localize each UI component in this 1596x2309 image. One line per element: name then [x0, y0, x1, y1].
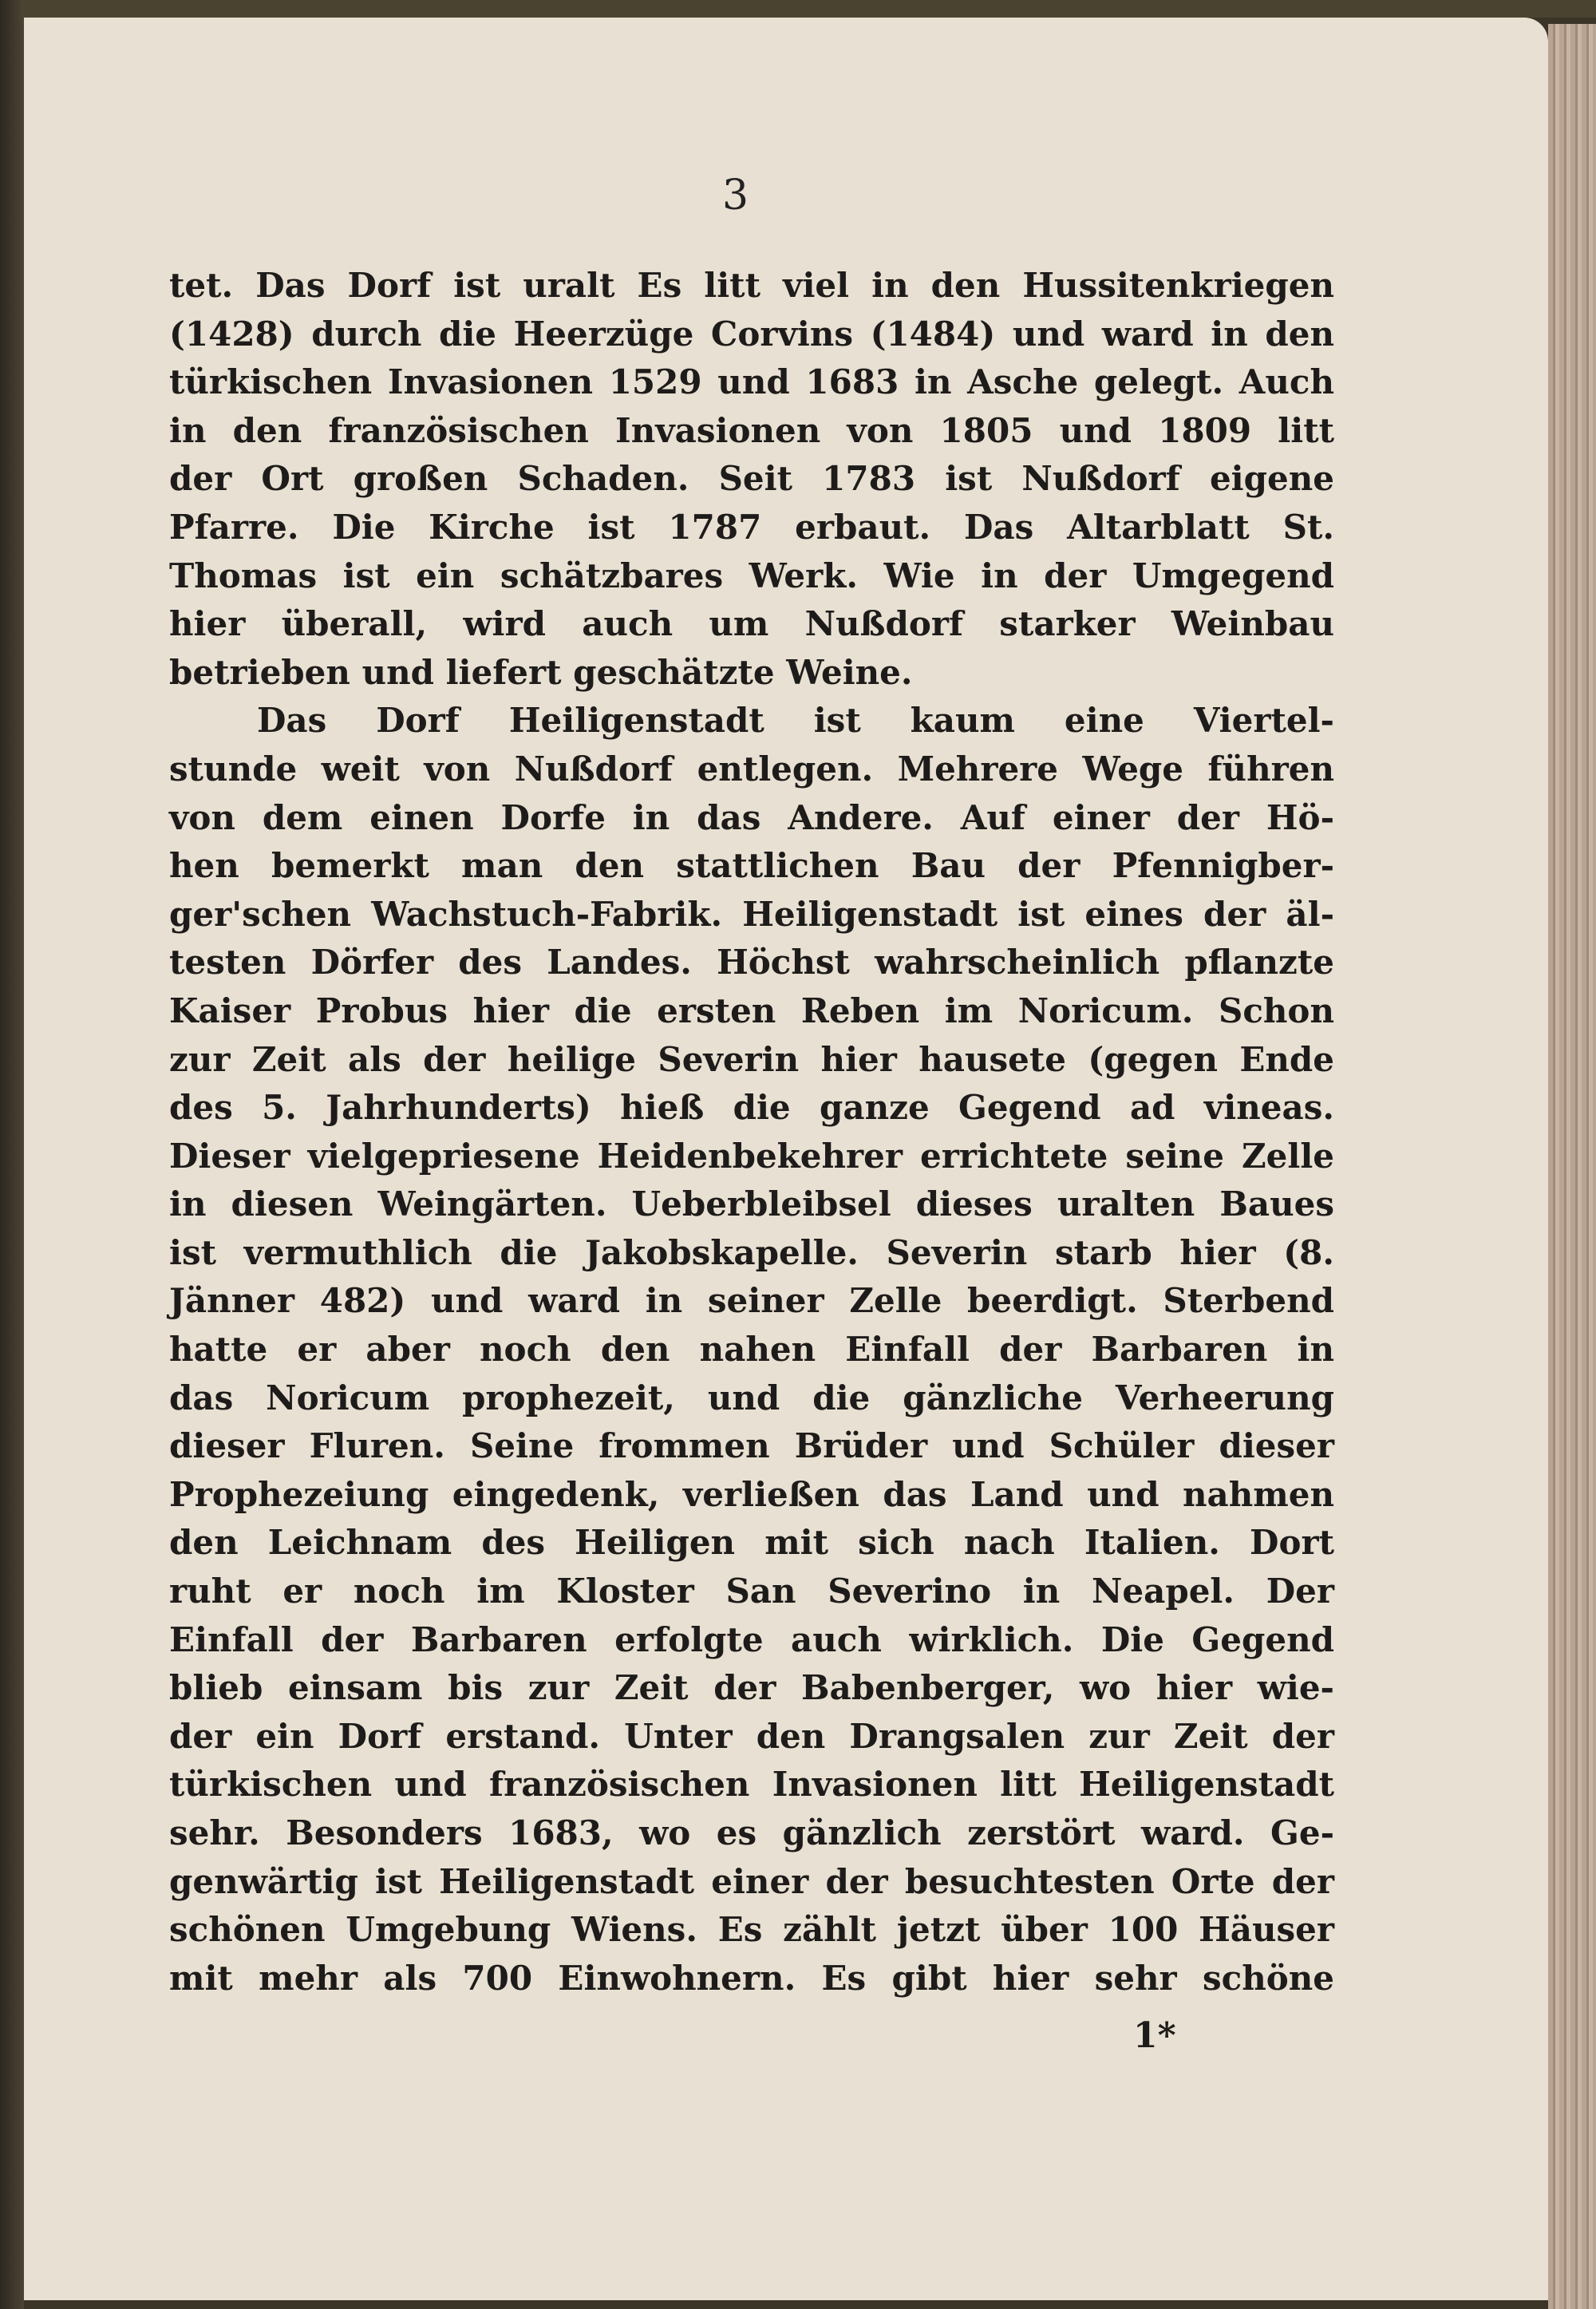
text-line: ger'schen Wachstuch-Fabrik. Heiligenstadt ist eines der äl-	[169, 894, 1334, 934]
text-line: stunde weit von Nußdorf entlegen. Mehrere Wege führen	[169, 749, 1334, 789]
text-line: blieb einsam bis zur Zeit der Babenberger, wo hier wie-	[169, 1668, 1334, 1708]
book-binding-edge	[0, 0, 24, 2309]
text-line: von dem einen Dorfe in das Andere. Auf einer der Hö-	[169, 797, 1334, 837]
text-line: das Noricum prophezeit, und die gänzliche Verheerung	[169, 1378, 1334, 1417]
text-line: hen bemerkt man den stattlichen Bau der Pfennigber-	[169, 846, 1334, 886]
text-line: Das Dorf Heiligenstadt ist kaum eine Viertel-	[257, 701, 1334, 741]
text-line: (1428) durch die Heerzüge Corvins (1484) und ward in den	[169, 314, 1334, 354]
text-line: ist vermuthlich die Jakobskapelle. Severin starb hier (8.	[169, 1232, 1334, 1272]
text-line: sehr. Besonders 1683, wo es gänzlich zerstört ward. Ge-	[169, 1813, 1334, 1852]
text-line: zur Zeit als der heilige Severin hier hausete (gegen Ende	[169, 1039, 1334, 1079]
text-line: genwärtig ist Heiligenstadt einer der besuchtesten Orte der	[169, 1861, 1334, 1901]
text-line: dieser Fluren. Seine frommen Brüder und Schüler dieser	[169, 1426, 1334, 1466]
text-line: Prophezeiung eingedenk, verließen das Land und nahmen	[169, 1474, 1334, 1514]
text-line: Einfall der Barbaren erfolgte auch wirklich. Die Gegend	[169, 1619, 1334, 1659]
body-text	[169, 262, 1334, 2003]
text-line: der Ort großen Schaden. Seit 1783 ist Nußdorf eigene	[169, 459, 1334, 499]
text-line: testen Dörfer des Landes. Höchst wahrscheinlich pflanzte	[169, 943, 1334, 983]
text-line: mit mehr als 700 Einwohnern. Es gibt hier sehr schöne	[169, 1958, 1334, 1998]
text-line: schönen Umgebung Wiens. Es zählt jetzt über 100 Häuser	[169, 1910, 1334, 1950]
text-line: betrieben und liefert geschätzte Weine.	[169, 652, 913, 692]
text-line: hier überall, wird auch um Nußdorf starker Weinbau	[169, 604, 1334, 644]
text-line: hatte er aber noch den nahen Einfall der Barbaren in	[169, 1330, 1334, 1370]
text-line: Pfarre. Die Kirche ist 1787 erbaut. Das Altarblatt St.	[169, 507, 1334, 547]
text-line: tet. Das Dorf ist uralt Es litt viel in den Hussitenkriegen	[169, 266, 1334, 305]
text-line: in diesen Weingärten. Ueberbleibsel dieses uralten Baues	[169, 1184, 1334, 1224]
text-line: türkischen und französischen Invasionen litt Heiligenstadt	[169, 1765, 1334, 1805]
text-line: den Leichnam des Heiligen mit sich nach Italien. Dort	[169, 1523, 1334, 1563]
text-line: Kaiser Probus hier die ersten Reben im Noricum. Schon	[169, 990, 1334, 1030]
text-line: Jänner 482) und ward in seiner Zelle beerdigt. Sterbend	[169, 1281, 1334, 1321]
page-stack-edge	[1548, 24, 1596, 2309]
text-line: in den französischen Invasionen von 1805 und 1809 litt	[169, 410, 1334, 450]
book-top-edge	[0, 0, 1596, 18]
text-line: Thomas ist ein schätzbares Werk. Wie in der Umgegend	[169, 556, 1334, 595]
text-line: der ein Dorf erstand. Unter den Drangsalen zur Zeit der	[169, 1716, 1334, 1756]
text-line: ruht er noch im Kloster San Severino in Neapel. Der	[169, 1572, 1334, 1611]
text-line: türkischen Invasionen 1529 und 1683 in Asche gelegt. Auch	[169, 362, 1334, 402]
signature-mark: 1*	[1133, 2015, 1176, 2056]
text-line: des 5. Jahrhunderts) hieß die ganze Gegend ad vineas.	[169, 1088, 1334, 1128]
page-number: 3	[722, 172, 749, 219]
text-line: Dieser vielgepriesene Heidenbekehrer errichtete seine Zelle	[169, 1136, 1334, 1176]
